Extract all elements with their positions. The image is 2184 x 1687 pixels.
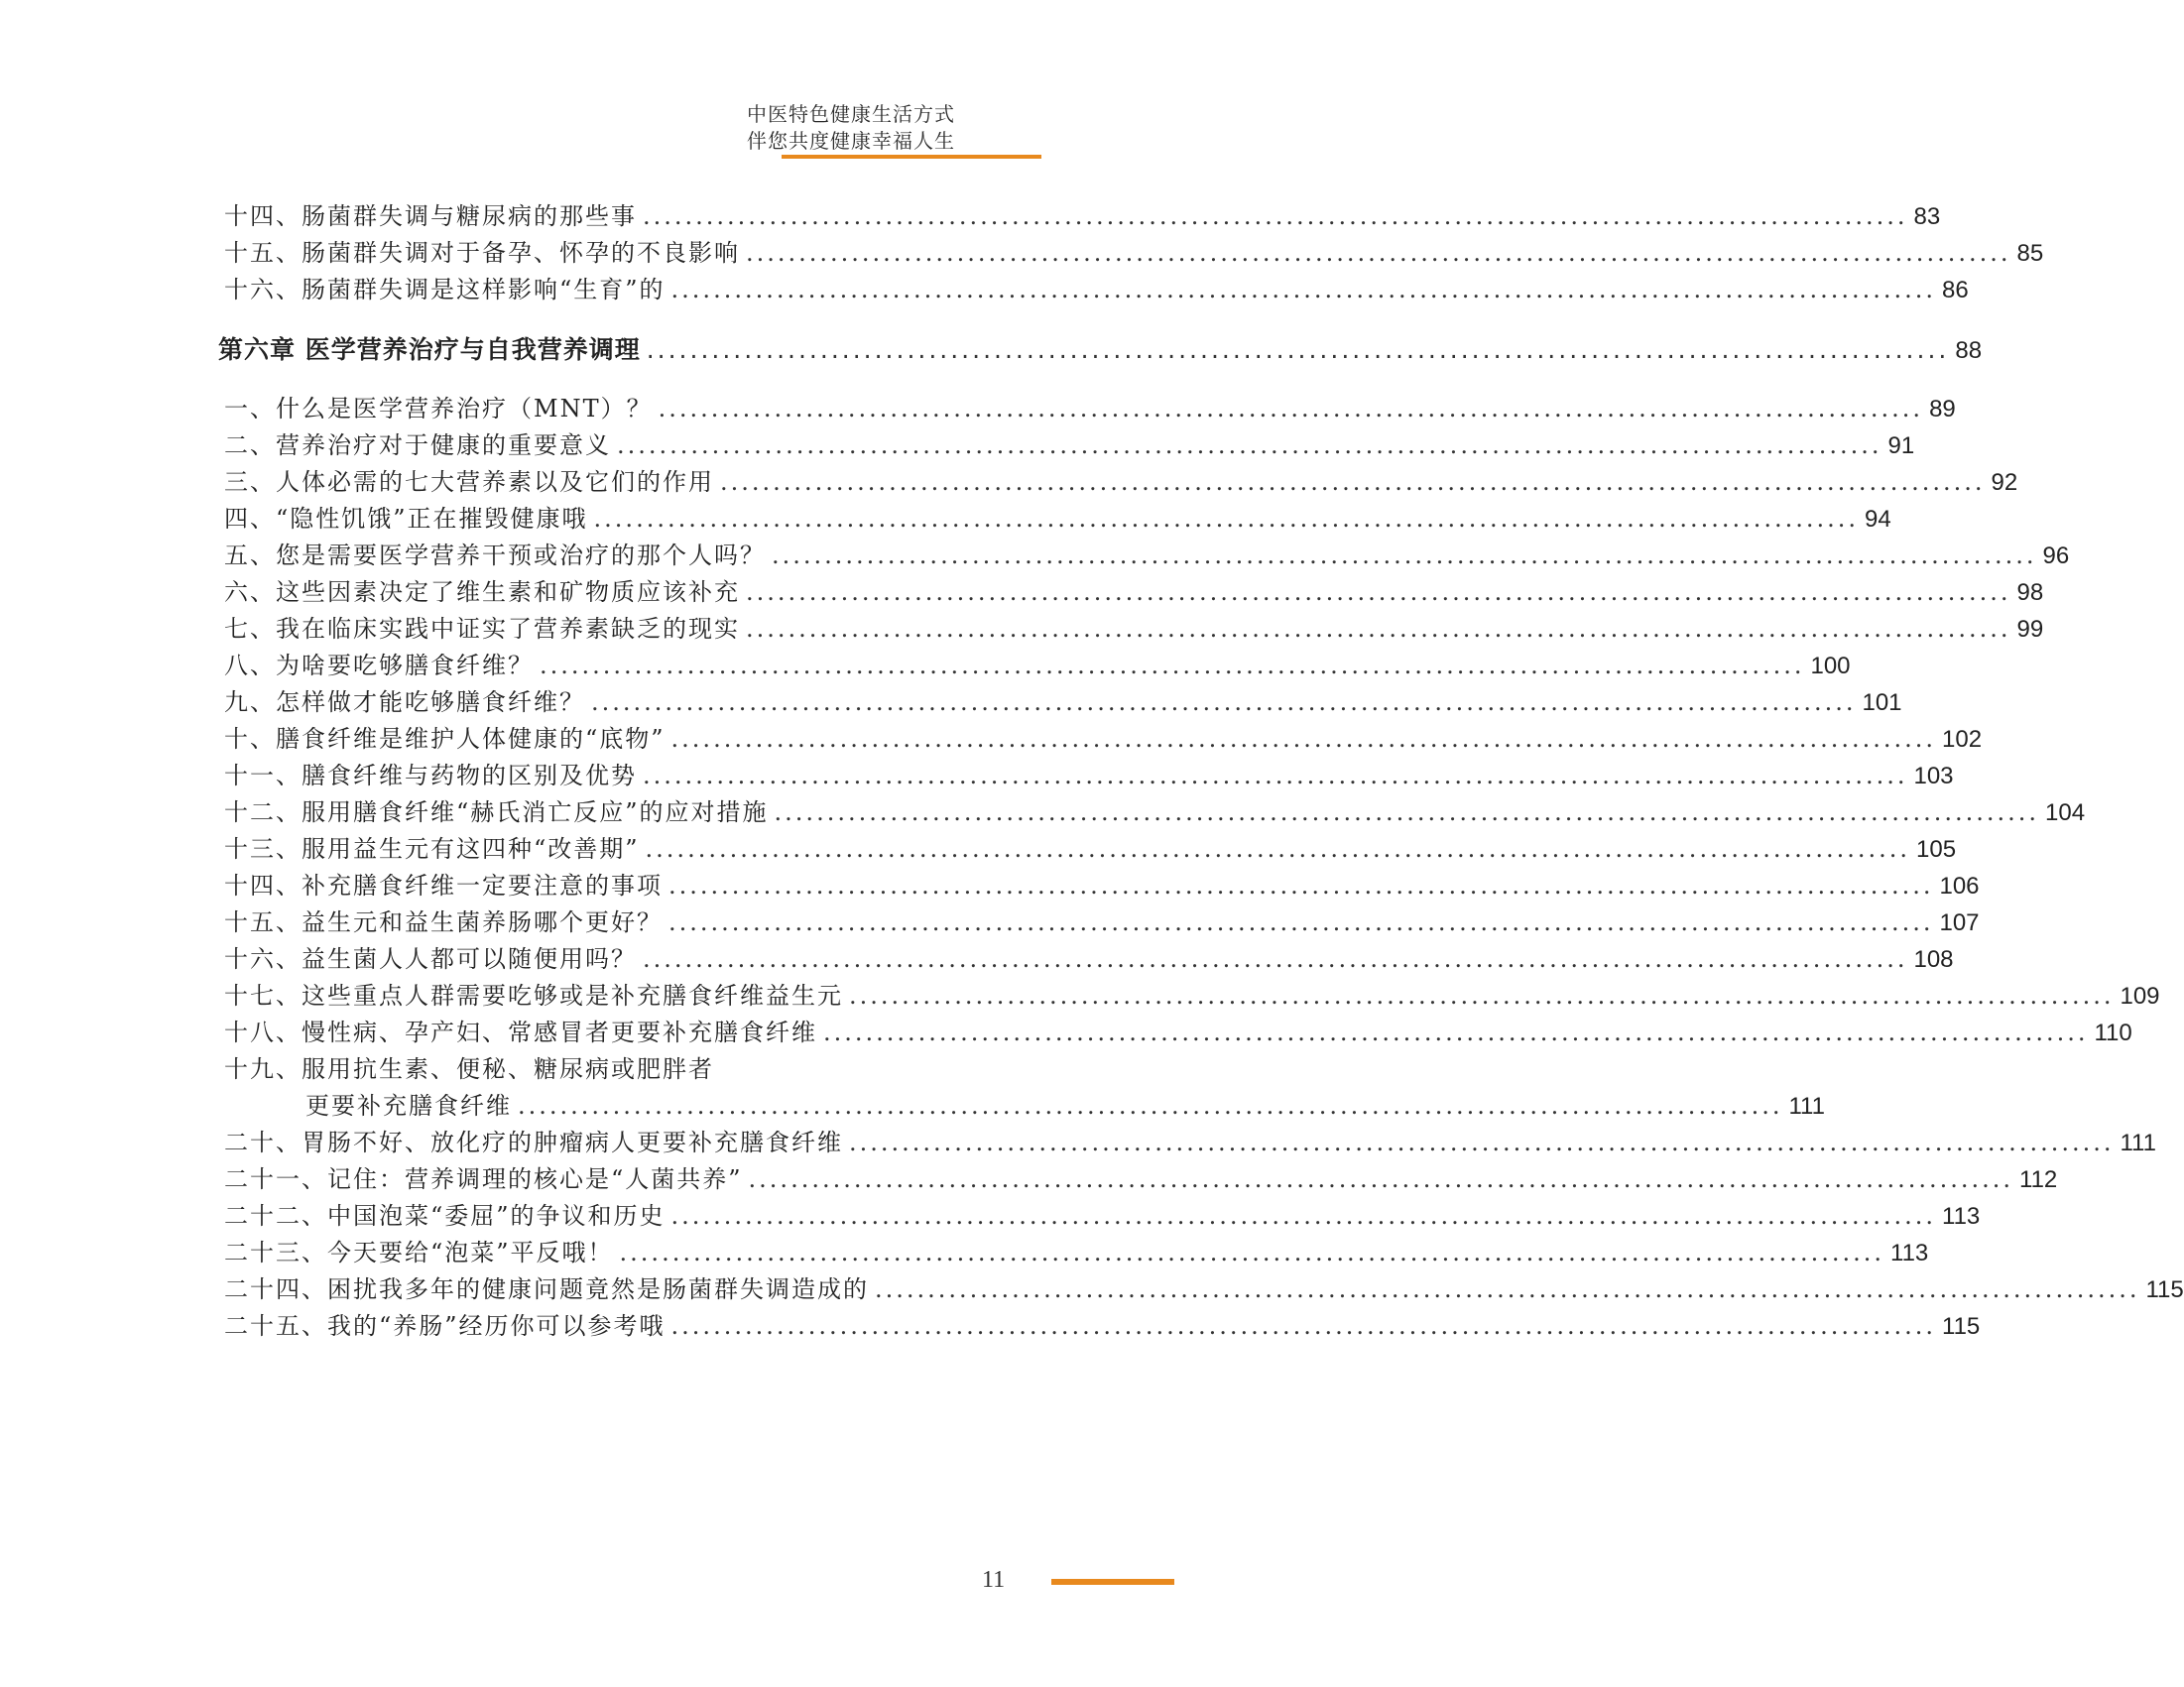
toc-leader-dots: ........................................................................................................................ <box>849 1129 2115 1156</box>
toc-entry-title: 十三、服用益生元有这四种“改善期” <box>224 835 640 863</box>
toc-entry-title: 五、您是需要医学营养干预或治疗的那个人吗？ <box>224 542 766 569</box>
toc-entry[interactable] <box>224 1086 1825 1126</box>
toc-entry-page: 101 <box>1862 689 1902 716</box>
toc-entry-title: 四、“隐性饥饿”正在摧毁健康哦 <box>224 505 588 533</box>
toc-entry-page: 115 <box>2145 1276 2184 1303</box>
toc-entry[interactable] <box>224 196 1941 236</box>
toc-leader-dots: ........................................................................................................................ <box>849 982 2115 1010</box>
toc-entry[interactable] <box>224 499 1891 539</box>
toc-entry-page: 107 <box>1939 909 1980 936</box>
toc-leader-dots: ........................................................................................................................ <box>643 762 1908 789</box>
toc-entry-page: 86 <box>1942 277 1969 303</box>
toc-leader-dots: ........................................................................................................................ <box>617 431 1882 459</box>
header-line-2: 伴您共度健康幸福人生 <box>747 129 955 153</box>
toc-leader-dots: ........................................................................................................................ <box>748 1165 2014 1193</box>
toc-entry-page: 98 <box>2016 579 2044 606</box>
toc-leader-dots: ........................................................................................................................ <box>540 652 1805 679</box>
toc-entry[interactable] <box>224 233 2044 273</box>
toc-entry[interactable] <box>224 719 1983 759</box>
toc-leader-dots: ........................................................................................................................ <box>643 945 1908 973</box>
toc-entry[interactable] <box>224 389 1956 428</box>
toc-entry-page: 110 <box>2094 1020 2132 1046</box>
toc-leader-dots: ........................................................................................................................ <box>670 276 1937 303</box>
toc-entry-title: 十五、肠菌群失调对于备孕、怀孕的不良影响 <box>224 239 740 267</box>
toc-entry[interactable] <box>224 1159 2058 1199</box>
toc-entry-page: 115 <box>1942 1313 1981 1340</box>
toc-entry[interactable] <box>224 425 1915 465</box>
toc-leader-dots: ........................................................................................................................ <box>643 202 1908 230</box>
toc-entry[interactable] <box>224 939 1954 979</box>
toc-entry-page: 85 <box>2016 240 2044 267</box>
toc-leader-dots: ........................................................................................................................ <box>658 395 1924 422</box>
toc-entry-page: 91 <box>1887 432 1915 459</box>
toc-entry-title: 十四、肠菌群失调与糖尿病的那些事 <box>224 202 637 230</box>
toc-entry-title: 二十、胃肠不好、放化疗的肿瘤病人更要补充膳食纤维 <box>224 1129 843 1156</box>
toc-entry-title: 十一、膳食纤维与药物的区别及优势 <box>224 762 637 789</box>
toc-leader-dots: ........................................................................................................................ <box>823 1019 2089 1046</box>
toc-entry-title: 二、营养治疗对于健康的重要意义 <box>224 431 611 459</box>
toc-entry-title: 十、膳食纤维是维护人体健康的“底物” <box>224 725 666 753</box>
toc-entry-title: 三、人体必需的七大营养素以及它们的作用 <box>224 468 714 496</box>
toc-entry[interactable] <box>224 829 1957 869</box>
toc-entry[interactable] <box>224 1013 2132 1052</box>
toc-entry-page: 99 <box>2016 616 2044 643</box>
toc-entry-page: 113 <box>1890 1240 1929 1266</box>
running-header <box>717 101 955 155</box>
toc-entry-title: 十七、这些重点人群需要吃够或是补充膳食纤维益生元 <box>224 982 843 1010</box>
toc-leader-dots: ........................................................................................................................ <box>619 1239 1885 1266</box>
toc-entry-page: 112 <box>2019 1166 2058 1193</box>
toc-entry[interactable] <box>224 646 1851 685</box>
header-line-1: 中医特色健康生活方式 <box>747 102 955 126</box>
toc-entry-page: 104 <box>2045 799 2086 826</box>
toc-entry-title: 十六、益生菌人人都可以随便用吗？ <box>224 945 637 973</box>
toc-leader-dots: ........................................................................................................................ <box>746 615 2011 643</box>
toc-entry-title: 十八、慢性病、孕产妇、常感冒者更要补充膳食纤维 <box>224 1019 817 1046</box>
toc-entry-page: 103 <box>1913 763 1954 789</box>
toc-entry-title: 更要补充膳食纤维 <box>305 1092 512 1120</box>
toc-entry[interactable] <box>224 270 1969 309</box>
toc-entry-title: 二十五、我的“养肠”经历你可以参考哦 <box>224 1312 666 1340</box>
toc-leader-dots: ........................................................................................................................ <box>746 578 2011 606</box>
toc-leader-dots: ........................................................................................................................ <box>746 239 2011 267</box>
toc-leader-dots: ........................................................................................................................ <box>668 908 1934 936</box>
toc-leader-dots: ........................................................................................................................ <box>774 798 2040 826</box>
toc-chapter-entry[interactable] <box>218 330 1983 370</box>
toc-entry[interactable] <box>224 536 2070 575</box>
toc-entry[interactable] <box>224 1269 2184 1309</box>
footer-rule <box>1051 1579 1174 1585</box>
toc-entry-title: 七、我在临床实践中证实了营养素缺乏的现实 <box>224 615 740 643</box>
toc-entry[interactable] <box>224 976 2160 1016</box>
toc-entry-title: 二十四、困扰我多年的健康问题竟然是肠菌群失调造成的 <box>224 1275 869 1303</box>
toc-leader-dots: ........................................................................................................................ <box>670 1202 1937 1230</box>
toc-entry-title: 十九、服用抗生素、便秘、糖尿病或肥胖者 <box>224 1055 714 1083</box>
toc-entry[interactable] <box>224 462 2018 502</box>
toc-leader-dots: ........................................................................................................................ <box>646 335 1950 364</box>
toc-entry-title: 十四、补充膳食纤维一定要注意的事项 <box>224 872 663 900</box>
toc-entry[interactable] <box>224 756 1954 795</box>
toc-entry-title: 八、为啥要吃够膳食纤维？ <box>224 652 534 679</box>
toc-entry[interactable] <box>224 866 1980 905</box>
toc-entry-title: 二十二、中国泡菜“委屈”的争议和历史 <box>224 1202 666 1230</box>
toc-entry[interactable] <box>224 1049 978 1089</box>
toc-entry-page: 108 <box>1913 946 1954 973</box>
toc-entry-page: 83 <box>1913 203 1941 230</box>
toc-leader-dots: ........................................................................................................................ <box>518 1092 1783 1120</box>
toc-entry-title: 二十一、记住：营养调理的核心是“人菌共养” <box>224 1165 743 1193</box>
toc-leader-dots: ........................................................................................................................ <box>591 688 1857 716</box>
toc-leader-dots: ........................................................................................................................ <box>720 468 1986 496</box>
toc-leader-dots: ........................................................................................................................ <box>772 542 2037 569</box>
toc-entry-page: 105 <box>1916 836 1957 863</box>
header-rule <box>782 155 1041 159</box>
toc-entry-page: 88 <box>1955 337 1983 364</box>
toc-leader-dots: ........................................................................................................................ <box>593 505 1860 533</box>
toc-entry-title: 一、什么是医学营养治疗（MNT）？ <box>224 395 653 422</box>
toc-leader-dots: ........................................................................................................................ <box>670 725 1937 753</box>
toc-entry-page: 111 <box>1788 1093 1825 1120</box>
toc-entry-page: 106 <box>1939 873 1980 900</box>
toc-leader-dots: ........................................................................................................................ <box>668 872 1934 900</box>
toc-entry[interactable] <box>224 609 2044 649</box>
toc-entry-title: 十五、益生元和益生菌养肠哪个更好？ <box>224 908 663 936</box>
toc-leader-dots: ........................................................................................................................ <box>645 835 1911 863</box>
toc-entry-title: 六、这些因素决定了维生素和矿物质应该补充 <box>224 578 740 606</box>
toc-entry[interactable] <box>224 682 1902 722</box>
toc-entry-title: 二十三、今天要给“泡菜”平反哦！ <box>224 1239 614 1266</box>
toc-entry-page: 111 <box>2120 1130 2156 1156</box>
toc-entry-title: 九、怎样做才能吃够膳食纤维？ <box>224 688 585 716</box>
toc-entry-title: 十六、肠菌群失调是这样影响“生育”的 <box>224 276 666 303</box>
toc-entry-page: 92 <box>1991 469 2018 496</box>
toc-leader-dots: ........................................................................................................................ <box>875 1275 2140 1303</box>
toc-entry[interactable] <box>224 792 2086 832</box>
toc-entry[interactable] <box>224 903 1980 942</box>
toc-leader-dots: ........................................................................................................................ <box>670 1312 1937 1340</box>
toc-entry-title: 十二、服用膳食纤维“赫氏消亡反应”的应对措施 <box>224 798 769 826</box>
toc-entry-page: 113 <box>1942 1203 1981 1230</box>
toc-entry-title: 第六章 医学营养治疗与自我营养调理 <box>218 335 641 364</box>
toc-entry-page: 89 <box>1929 396 1956 422</box>
toc-entry-page: 100 <box>1810 653 1851 679</box>
toc-entry[interactable] <box>224 1306 1981 1346</box>
toc-entry[interactable] <box>224 1123 2156 1162</box>
toc-entry-page: 102 <box>1942 726 1983 753</box>
toc-entry-page: 96 <box>2042 542 2070 569</box>
toc-entry[interactable] <box>224 572 2044 612</box>
page-number: 11 <box>982 1567 1006 1593</box>
toc-entry[interactable] <box>224 1196 1981 1236</box>
toc-entry[interactable] <box>224 1233 1929 1272</box>
toc-entry-page: 109 <box>2120 983 2160 1010</box>
toc-entry-page: 94 <box>1865 506 1891 533</box>
